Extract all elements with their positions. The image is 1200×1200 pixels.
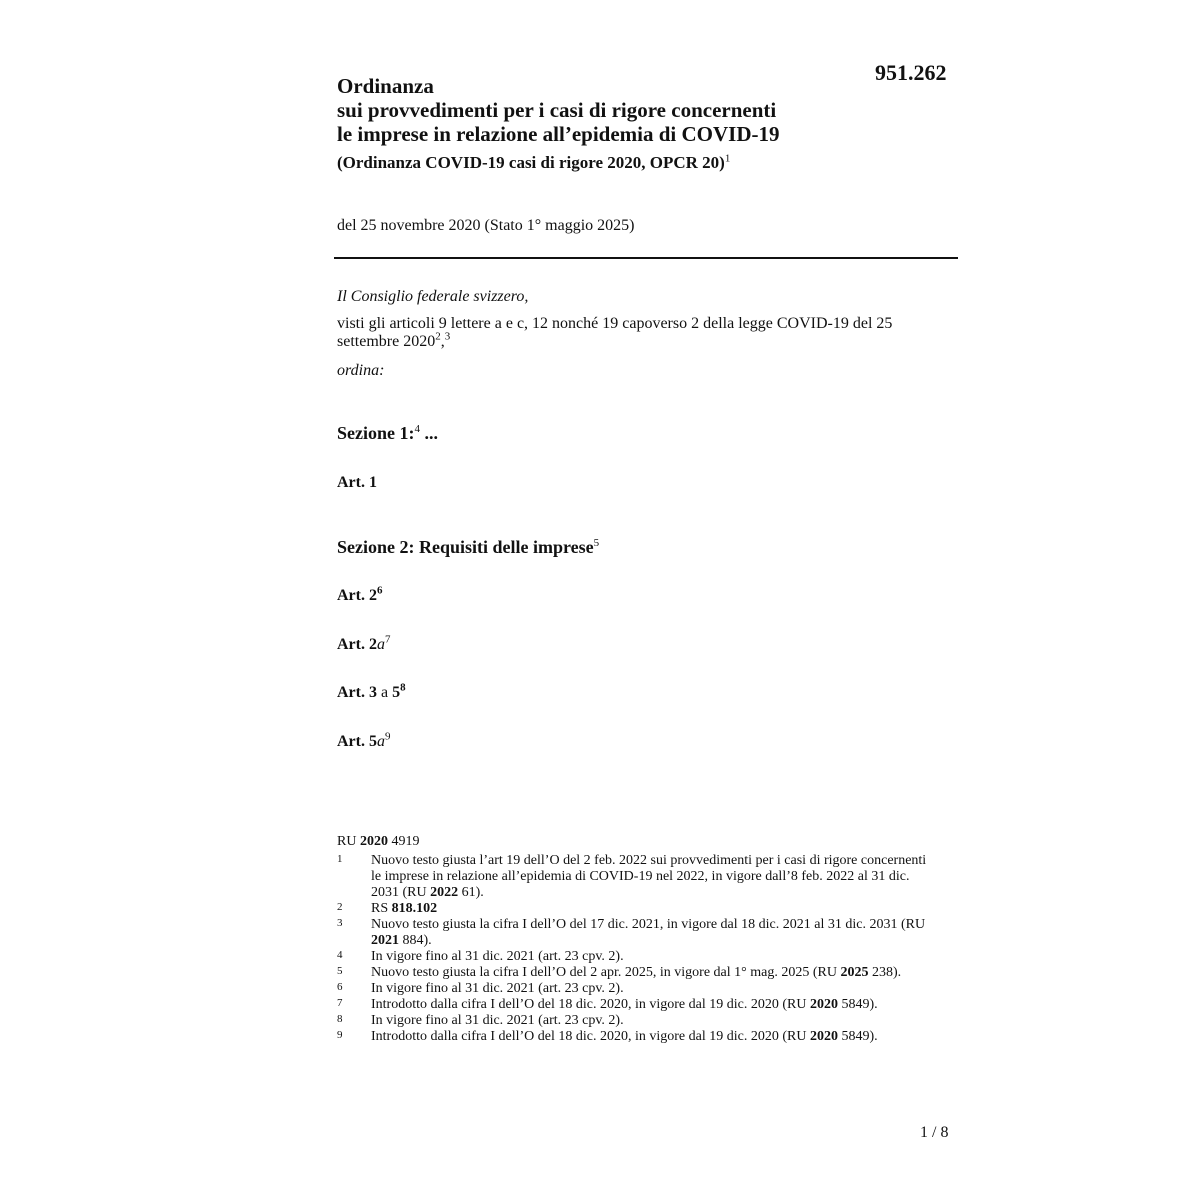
footnote-text-bold: 2025 — [840, 965, 869, 980]
short-title — [337, 152, 897, 174]
section-1-heading — [337, 423, 438, 444]
footnotes-list — [337, 853, 937, 1045]
preamble-basis — [337, 315, 937, 351]
footnote-text — [371, 853, 937, 901]
article-2a-label: Art. 2 — [337, 636, 377, 653]
article-5a-label: Art. 5 — [337, 733, 377, 750]
article-2-heading — [337, 584, 383, 605]
footnote-text-part: Nuovo testo giusta l’art 19 dell’O del 2 feb. 2022 sui provvedimenti per i casi di rigore concernenti le imprese in relazione all’epidemia di COVID-19 nel 2022, in vigore dall’8 feb. 2022 al 31 dic. 2031 (RU — [371, 853, 927, 900]
footnote-ref-4[interactable]: 4 — [414, 423, 420, 435]
footnote-number: 5 — [337, 965, 343, 977]
footnote-ref-9[interactable]: 9 — [384, 730, 391, 743]
footnote-text-part: RS — [371, 901, 392, 916]
footnote-text-bold: 818.102 — [391, 901, 438, 916]
footnote-item — [337, 981, 937, 997]
preamble-basis-text: visti gli articoli 9 lettere a e c, 12 nonché 19 capoverso 2 della legge COVID-19 del 25 settembre 2020 — [337, 315, 893, 350]
footnote-item — [337, 965, 937, 981]
section-1-label: Sezione 1: — [337, 423, 415, 443]
footnote-ref-2[interactable]: 2 — [435, 330, 441, 343]
footnote-text — [371, 1029, 937, 1045]
short-title-text: (Ordinanza COVID-19 casi di rigore 2020, OPCR 20) — [337, 153, 725, 172]
title-line-2: sui provvedimenti per i casi di rigore concernenti — [337, 98, 777, 122]
footnote-text-part: In vigore fino al 31 dic. 2021 (art. 23 cpv. 2). — [371, 949, 624, 964]
footnote-ref-7[interactable]: 7 — [384, 633, 391, 646]
footnote-text-part: 5849). — [837, 997, 878, 1012]
footnote-item — [337, 997, 937, 1013]
footnote-text — [371, 965, 937, 981]
footnote-number: 1 — [337, 853, 343, 865]
footnote-item — [337, 949, 937, 965]
footnote-number: 3 — [337, 917, 343, 929]
preamble-authority: Il Consiglio federale svizzero, — [337, 288, 529, 305]
footnote-ref-1[interactable]: 1 — [724, 152, 731, 165]
footnote-text-part: Nuovo testo giusta la cifra I dell’O del 17 dic. 2021, in vigore dal 18 dic. 2021 al 31 dic. 2031 (RU — [371, 917, 926, 932]
article-5a-heading — [337, 730, 391, 751]
footnote-text-part: In vigore fino al 31 dic. 2021 (art. 23 cpv. 2). — [371, 1013, 624, 1028]
footnote-text-bold: 2021 — [371, 933, 399, 948]
footnote-text-part: Introdotto dalla cifra I dell’O del 18 dic. 2020, in vigore dal 19 dic. 2020 (RU — [371, 997, 810, 1012]
footnote-text — [371, 1013, 937, 1029]
official-compilation-ref — [337, 834, 419, 850]
article-3-label: Art. 3 — [337, 684, 377, 701]
title-line-3: le imprese in relazione all’epidemia di COVID-19 — [337, 122, 780, 146]
preamble-ordina: ordina: — [337, 362, 385, 379]
footnote-text-part: Nuovo testo giusta la cifra I dell’O del 2 apr. 2025, in vigore dal 1° mag. 2025 (RU — [371, 965, 841, 980]
date-line: del 25 novembre 2020 (Stato 1° maggio 2025) — [337, 217, 635, 234]
article-1-heading: Art. 1 — [337, 474, 377, 491]
footnote-item — [337, 853, 937, 901]
ru-page: 4919 — [387, 834, 420, 849]
ru-prefix: RU — [337, 834, 360, 849]
footnote-text-part: Introdotto dalla cifra I dell’O del 18 dic. 2020, in vigore dal 19 dic. 2020 (RU — [371, 1029, 810, 1044]
footnote-text-bold: 2020 — [809, 997, 838, 1012]
footnote-item — [337, 917, 937, 949]
title-line-1: Ordinanza — [337, 74, 434, 98]
section-2-heading — [337, 537, 599, 558]
footnote-number: 2 — [337, 901, 343, 913]
article-5-label: 5 — [392, 684, 401, 701]
footnote-ref-3[interactable]: 3 — [444, 330, 451, 343]
title-block — [337, 74, 897, 174]
footnote-number: 7 — [337, 997, 343, 1009]
footnote-text — [371, 981, 937, 997]
section-2-label: Sezione 2: Requisiti delle imprese — [337, 537, 594, 557]
article-3-5-heading — [337, 681, 406, 702]
footnote-separator: , — [440, 333, 445, 350]
article-range-connector: a — [376, 684, 393, 701]
article-2a-heading — [337, 633, 391, 654]
footnote-item — [337, 1013, 937, 1029]
footnote-number: 9 — [337, 1029, 343, 1041]
footnote-number: 8 — [337, 1013, 343, 1025]
footnote-number: 6 — [337, 981, 343, 993]
footnote-text-part: In vigore fino al 31 dic. 2021 (art. 23 cpv. 2). — [371, 981, 624, 996]
ru-year: 2020 — [359, 834, 388, 849]
footnote-ref-6[interactable]: 6 — [376, 584, 383, 597]
sr-number: 951.262 — [875, 60, 947, 85]
page-number: 1 / 8 — [920, 1124, 949, 1141]
footnote-item — [337, 901, 937, 917]
footnote-text-bold: 2022 — [430, 885, 459, 900]
footnote-text-bold: 2020 — [809, 1029, 838, 1044]
footnote-text-part: 884). — [399, 933, 432, 948]
footnote-text — [371, 949, 937, 965]
footnote-text — [371, 917, 937, 949]
footnote-text-part: 238). — [868, 965, 902, 980]
footnote-number: 4 — [337, 949, 343, 961]
footnote-ref-8[interactable]: 8 — [400, 681, 406, 694]
footnote-text — [371, 901, 937, 917]
article-2a-suffix: a — [376, 636, 385, 653]
footnote-text — [371, 997, 937, 1013]
footnote-item — [337, 1029, 937, 1045]
article-2-label: Art. 2 — [337, 587, 377, 604]
footnote-text-part: 5849). — [837, 1029, 878, 1044]
footnote-text-part: 61). — [458, 885, 484, 900]
article-5a-suffix: a — [376, 733, 385, 750]
section-1-tail: ... — [419, 423, 438, 443]
footnote-ref-5[interactable]: 5 — [593, 537, 600, 549]
header-divider — [334, 257, 958, 259]
